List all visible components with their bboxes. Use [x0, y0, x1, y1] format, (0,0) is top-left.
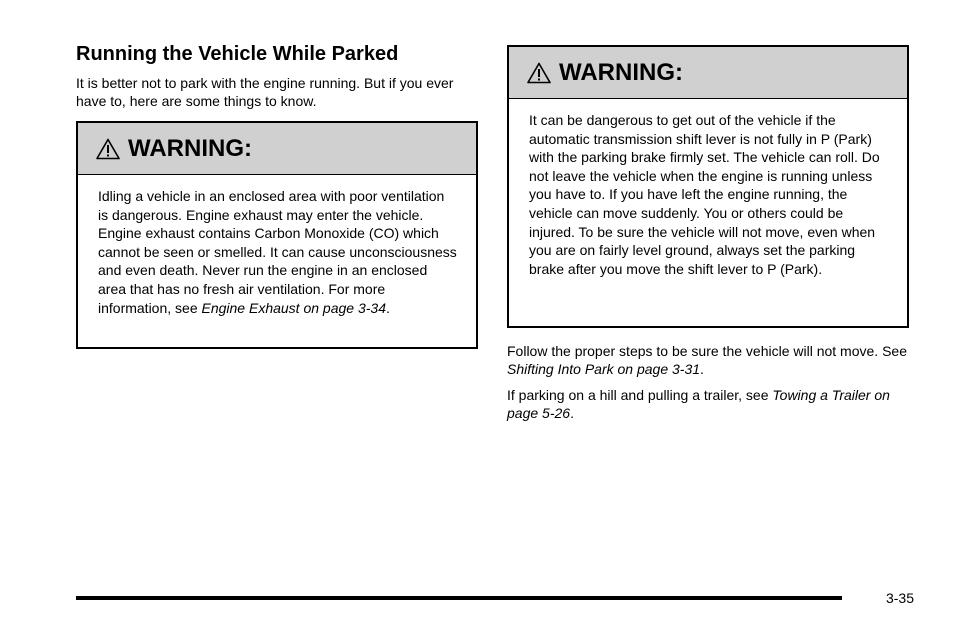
warning-box-park	[507, 45, 909, 328]
cross-reference-link[interactable]: Shifting Into Park on page 3-31	[507, 360, 701, 377]
right-column	[507, 45, 909, 422]
cross-reference-link[interactable]: Engine Exhaust on page 3-34	[201, 299, 386, 316]
warning-box-exhaust	[76, 121, 478, 349]
warning-header	[78, 123, 476, 175]
left-column	[76, 40, 476, 349]
warning-triangle-icon	[96, 138, 120, 160]
warning-body	[78, 175, 476, 327]
intro-paragraph: It is better not to park with the engine running. But if you ever have to, here are some things to know.	[76, 75, 454, 109]
warning-header	[509, 47, 907, 99]
warning-label: WARNING:	[559, 58, 683, 86]
paragraph-shifting	[507, 343, 909, 378]
punctuation: .	[700, 360, 704, 377]
warning-body	[509, 99, 907, 288]
warning-text: Idling a vehicle in an enclosed area with poor ventilation is dangerous. Engine exhaust may enter the vehicle. Engine exhaust contains Carbon Monoxide (CO) which cannot be seen or smelled. It can cause unconsciousness and even death. Never run the engine in an enclosed area that has no fresh air ventilation. For more information, see	[98, 188, 457, 316]
follow-up-text	[507, 343, 909, 422]
cross-reference-link[interactable]: Towing a Trailer on page 5-26	[507, 387, 890, 421]
section-title: Running the Vehicle While Parked	[76, 43, 399, 65]
punctuation: .	[385, 299, 390, 316]
paragraph-towing	[507, 387, 909, 422]
warning-text: It can be dangerous to get out of the vehicle if the automatic transmission shift lever is not fully in P (Park) with the parking brake firmly set. The vehicle can roll. Do not leave the vehicle when the engine is running unless you have to. If you have left the engine running, the vehicle can move suddenly. You or others could be injured. To be sure the vehicle will not move, even when you are on fairly level ground, always set the parking brake after you move the shift lever to P (Park).	[529, 112, 880, 277]
punctuation: .	[570, 404, 574, 421]
warning-triangle-icon	[527, 62, 551, 84]
paragraph-text: If parking on a hill and pulling a trailer, see	[507, 387, 773, 403]
warning-label: WARNING:	[128, 134, 252, 162]
footer-rule	[76, 596, 842, 600]
paragraph-text: Follow the proper steps to be sure the vehicle will not move. See	[507, 343, 907, 359]
page-number: 3-35	[885, 590, 914, 606]
